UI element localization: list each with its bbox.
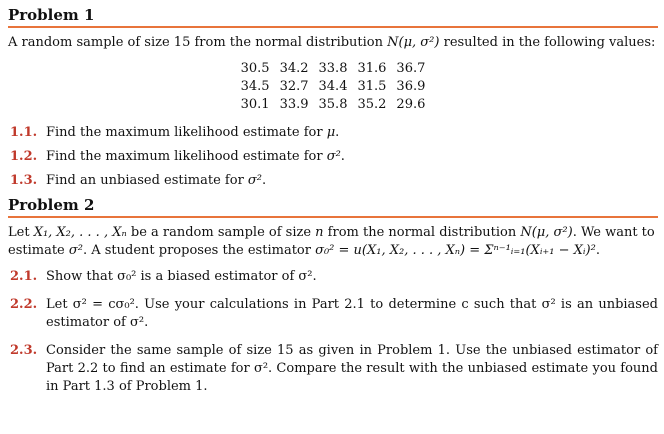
sample-value-cell: 34.2 bbox=[279, 61, 309, 76]
sample-values-row bbox=[236, 78, 431, 96]
sample-value-cell: 31.5 bbox=[357, 79, 387, 94]
sample-value-cell: 36.9 bbox=[396, 79, 426, 94]
item-text: Show that σ₀² is a biased estimator of σ². bbox=[46, 269, 317, 284]
problem-2-intro-text: be a random sample of size bbox=[126, 225, 316, 240]
item-text-part: . bbox=[335, 125, 340, 140]
item-number: 1.2. bbox=[10, 149, 38, 164]
item-text-part: Find the maximum likelihood estimate for bbox=[46, 149, 327, 164]
problem-2-intro-text: from the normal distribution bbox=[323, 225, 521, 240]
sample-value-cell: 34.4 bbox=[318, 79, 348, 94]
problem-2-title: Problem 2 bbox=[8, 196, 95, 214]
item-text bbox=[46, 148, 658, 166]
problem-2-distribution: N(μ, σ²) bbox=[520, 225, 573, 240]
sample-variables: X₁, X₂, . . . , Xₙ bbox=[33, 225, 127, 240]
item-text bbox=[46, 124, 658, 142]
problem-1-items bbox=[8, 124, 658, 190]
problem-1-item bbox=[8, 124, 658, 142]
problem-2-divider bbox=[8, 216, 658, 218]
item-text: Let σ² = cσ₀². Use your calculations in Part 2.1 to determine c such that σ² is an unbiased estimator of σ². bbox=[46, 297, 658, 330]
item-number: 2.2. bbox=[10, 297, 38, 312]
sample-value-cell: 30.5 bbox=[240, 61, 270, 76]
sample-value-cell: 35.8 bbox=[318, 97, 348, 112]
item-text-part: . bbox=[262, 173, 267, 188]
item-text bbox=[46, 172, 658, 190]
problem-1-intro bbox=[8, 34, 658, 52]
item-math: σ² bbox=[247, 173, 263, 188]
sample-size-variable: n bbox=[315, 225, 324, 240]
problem-2-intro-text: . We want to bbox=[572, 225, 655, 240]
sample-value-cell: 30.1 bbox=[240, 97, 270, 112]
problem-1-distribution: N(μ, σ²) bbox=[387, 35, 440, 50]
problem-2-items bbox=[8, 268, 658, 396]
problem-2-intro-text: Let bbox=[8, 225, 34, 240]
sample-value-cell: 29.6 bbox=[396, 97, 426, 112]
sample-value-cell: 31.6 bbox=[357, 61, 387, 76]
problem-1-title: Problem 1 bbox=[8, 6, 95, 24]
sample-value-cell: 33.9 bbox=[279, 97, 309, 112]
sample-values-row bbox=[236, 60, 431, 78]
problem-2-intro-text: estimate bbox=[8, 243, 69, 258]
problem-2-item bbox=[8, 342, 658, 396]
item-text-part: Find the maximum likelihood estimate for bbox=[46, 125, 327, 140]
sample-value-cell: 33.8 bbox=[318, 61, 348, 76]
item-text: Consider the same sample of size 15 as given in Problem 1. Use the unbiased estimator of Part 2.2 to find an estimate for σ². Compare the result with the unbiased estimate you found in Part 1.3 of Problem 1. bbox=[46, 343, 658, 394]
sample-values-row bbox=[236, 96, 431, 114]
estimator-formula: σ₀² = u(X₁, X₂, . . . , Xₙ) = Σⁿ⁻¹ᵢ₌₁(Xᵢ₊₁ − Xᵢ)² bbox=[315, 243, 596, 258]
problem-2-intro-text: . bbox=[595, 243, 600, 258]
problem-1-item bbox=[8, 172, 658, 190]
sample-values-table bbox=[236, 60, 431, 114]
item-number: 2.1. bbox=[10, 269, 38, 284]
item-number: 1.3. bbox=[10, 173, 38, 188]
problem-1-item bbox=[8, 148, 658, 166]
problem-1-intro-text-b: resulted in the following values: bbox=[439, 35, 656, 50]
item-text-part: Find an unbiased estimate for bbox=[46, 173, 248, 188]
variance-symbol: σ² bbox=[68, 243, 83, 258]
problem-1-intro-text-a: A random sample of size 15 from the normal distribution bbox=[8, 35, 388, 50]
item-number: 1.1. bbox=[10, 125, 38, 140]
item-text-part: . bbox=[340, 149, 345, 164]
sample-value-cell: 32.7 bbox=[279, 79, 309, 94]
sample-value-cell: 35.2 bbox=[357, 97, 387, 112]
sample-value-cell: 34.5 bbox=[240, 79, 270, 94]
problem-2-item bbox=[8, 268, 658, 286]
problem-2-item bbox=[8, 296, 658, 332]
item-number: 2.3. bbox=[10, 343, 38, 358]
problem-1-divider bbox=[8, 26, 658, 28]
sample-value-cell: 36.7 bbox=[396, 61, 426, 76]
item-math: μ bbox=[326, 125, 336, 140]
item-math: σ² bbox=[326, 149, 341, 164]
problem-2-intro-text: . A student proposes the estimator bbox=[82, 243, 316, 258]
problem-2-intro bbox=[8, 224, 658, 260]
